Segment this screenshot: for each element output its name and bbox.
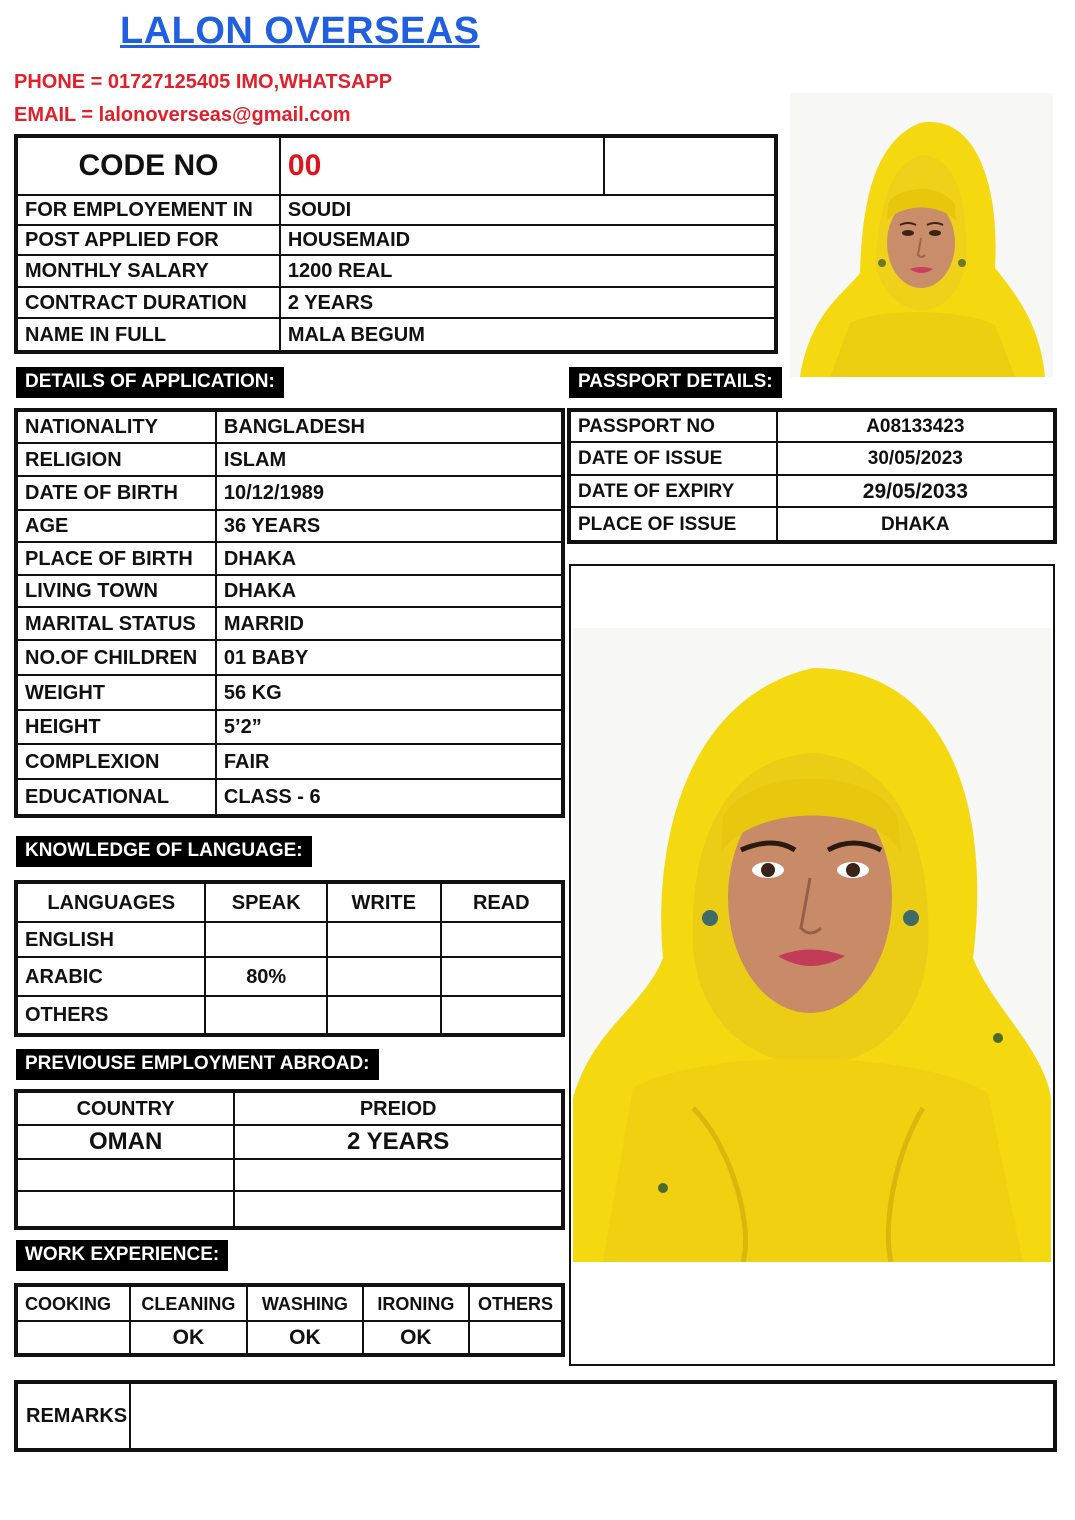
table-row bbox=[17, 1159, 562, 1191]
previous-employment-header: PREVIOUSE EMPLOYMENT ABROAD: bbox=[16, 1049, 379, 1080]
table-row bbox=[17, 287, 775, 318]
read-level bbox=[441, 922, 562, 957]
place-of-issue-label: PLACE OF ISSUE bbox=[570, 507, 777, 541]
contract-duration-label: CONTRACT DURATION bbox=[17, 287, 280, 318]
table-row bbox=[17, 607, 562, 640]
full-name-label: NAME IN FULL bbox=[17, 318, 280, 351]
date-of-issue-value: 30/05/2023 bbox=[777, 442, 1054, 475]
language-name: OTHERS bbox=[17, 996, 205, 1034]
previous-period bbox=[234, 1191, 562, 1227]
read-level bbox=[441, 957, 562, 996]
height-value: 5’2” bbox=[216, 710, 562, 744]
language-name: ARABIC bbox=[17, 957, 205, 996]
weight-value: 56 KG bbox=[216, 675, 562, 710]
table-row bbox=[17, 996, 562, 1034]
table-row bbox=[570, 442, 1054, 475]
table-row bbox=[17, 744, 562, 779]
cleaning-column-header: CLEANING bbox=[130, 1286, 248, 1321]
language-name: ENGLISH bbox=[17, 922, 205, 957]
language-table bbox=[16, 882, 563, 1035]
application-details-table bbox=[16, 410, 563, 816]
read-column-header: READ bbox=[441, 883, 562, 922]
remarks-label: REMARKS bbox=[17, 1383, 130, 1449]
code-no-label: CODE NO bbox=[17, 137, 280, 195]
phone-line: PHONE = 01727125405 IMO,WHATSAPP bbox=[14, 71, 393, 93]
post-applied-value: HOUSEMAID bbox=[280, 225, 775, 255]
contract-duration-value: 2 YEARS bbox=[280, 287, 775, 318]
table-row bbox=[17, 575, 562, 607]
washing-value: OK bbox=[247, 1321, 362, 1354]
country-column-header: COUNTRY bbox=[17, 1092, 234, 1125]
place-of-birth-label: PLACE OF BIRTH bbox=[17, 542, 216, 575]
weight-label: WEIGHT bbox=[17, 675, 216, 710]
monthly-salary-label: MONTHLY SALARY bbox=[17, 255, 280, 287]
date-of-issue-label: DATE OF ISSUE bbox=[570, 442, 777, 475]
previous-employment-table bbox=[16, 1091, 563, 1228]
date-of-birth-label: DATE OF BIRTH bbox=[17, 476, 216, 510]
previous-country bbox=[17, 1191, 234, 1227]
complexion-label: COMPLEXION bbox=[17, 744, 216, 779]
education-value: CLASS - 6 bbox=[216, 779, 562, 815]
languages-column-header: LANGUAGES bbox=[17, 883, 205, 922]
complexion-value: FAIR bbox=[216, 744, 562, 779]
post-applied-label: POST APPLIED FOR bbox=[17, 225, 280, 255]
work-experience-table bbox=[16, 1285, 563, 1355]
table-row bbox=[17, 779, 562, 815]
table-row bbox=[17, 1092, 562, 1125]
code-no-empty-cell bbox=[604, 137, 775, 195]
table-row bbox=[17, 640, 562, 675]
remarks-value bbox=[130, 1383, 1054, 1449]
details-of-application-header: DETAILS OF APPLICATION: bbox=[16, 367, 284, 398]
previous-period bbox=[234, 1159, 562, 1191]
religion-label: RELIGION bbox=[17, 443, 216, 476]
write-level bbox=[327, 922, 441, 957]
table-row bbox=[17, 225, 775, 255]
speak-level bbox=[205, 996, 327, 1034]
employment-country-value: SOUDI bbox=[280, 195, 775, 225]
ironing-value: OK bbox=[363, 1321, 469, 1354]
height-label: HEIGHT bbox=[17, 710, 216, 744]
others-value bbox=[469, 1321, 562, 1354]
table-row bbox=[17, 675, 562, 710]
code-no-value: 00 bbox=[280, 137, 604, 195]
table-row bbox=[17, 922, 562, 957]
applicant-photo-small bbox=[790, 93, 1053, 377]
speak-level: 80% bbox=[205, 957, 327, 996]
cleaning-value: OK bbox=[130, 1321, 248, 1354]
applicant-photo-large bbox=[569, 564, 1055, 1366]
religion-value: ISLAM bbox=[216, 443, 562, 476]
table-row bbox=[570, 475, 1054, 507]
living-town-value: DHAKA bbox=[216, 575, 562, 607]
period-column-header: PREIOD bbox=[234, 1092, 562, 1125]
job-info-table bbox=[16, 136, 776, 352]
previous-country bbox=[17, 1159, 234, 1191]
place-of-birth-value: DHAKA bbox=[216, 542, 562, 575]
table-row bbox=[17, 510, 562, 542]
nationality-label: NATIONALITY bbox=[17, 411, 216, 443]
table-row bbox=[17, 1125, 562, 1159]
table-row bbox=[17, 542, 562, 575]
table-row bbox=[17, 1191, 562, 1227]
table-row bbox=[17, 710, 562, 744]
marital-status-label: MARITAL STATUS bbox=[17, 607, 216, 640]
table-row bbox=[570, 411, 1054, 442]
marital-status-value: MARRID bbox=[216, 607, 562, 640]
passport-details-header: PASSPORT DETAILS: bbox=[569, 367, 782, 398]
portrait-small-image bbox=[790, 93, 1053, 377]
write-column-header: WRITE bbox=[327, 883, 441, 922]
remarks-table bbox=[16, 1382, 1055, 1450]
date-of-expiry-label: DATE OF EXPIRY bbox=[570, 475, 777, 507]
previous-country: OMAN bbox=[17, 1125, 234, 1159]
work-experience-header: WORK EXPERIENCE: bbox=[16, 1240, 228, 1271]
email-line: EMAIL = lalonoverseas@gmail.com bbox=[14, 104, 351, 126]
company-name: LALON OVERSEAS bbox=[120, 10, 480, 52]
table-row bbox=[17, 411, 562, 443]
table-row bbox=[17, 1321, 562, 1354]
others-column-header: OTHERS bbox=[469, 1286, 562, 1321]
ironing-column-header: IRONING bbox=[363, 1286, 469, 1321]
table-row bbox=[570, 507, 1054, 541]
date-of-expiry-value: 29/05/2033 bbox=[777, 475, 1054, 507]
place-of-issue-value: DHAKA bbox=[777, 507, 1054, 541]
passport-no-value: A08133423 bbox=[777, 411, 1054, 442]
speak-level bbox=[205, 922, 327, 957]
nationality-value: BANGLADESH bbox=[216, 411, 562, 443]
speak-column-header: SPEAK bbox=[205, 883, 327, 922]
table-row bbox=[17, 255, 775, 287]
read-level bbox=[441, 996, 562, 1034]
table-row bbox=[17, 318, 775, 351]
age-value: 36 YEARS bbox=[216, 510, 562, 542]
cooking-value bbox=[17, 1321, 130, 1354]
passport-no-label: PASSPORT NO bbox=[570, 411, 777, 442]
previous-period: 2 YEARS bbox=[234, 1125, 562, 1159]
date-of-birth-value: 10/12/1989 bbox=[216, 476, 562, 510]
monthly-salary-value: 1200 REAL bbox=[280, 255, 775, 287]
table-row bbox=[17, 883, 562, 922]
washing-column-header: WASHING bbox=[247, 1286, 362, 1321]
table-row bbox=[17, 195, 775, 225]
knowledge-of-language-header: KNOWLEDGE OF LANGUAGE: bbox=[16, 836, 312, 867]
living-town-label: LIVING TOWN bbox=[17, 575, 216, 607]
number-of-children-label: NO.OF CHILDREN bbox=[17, 640, 216, 675]
full-name-value: MALA BEGUM bbox=[280, 318, 775, 351]
number-of-children-value: 01 BABY bbox=[216, 640, 562, 675]
portrait-large-image bbox=[573, 628, 1051, 1262]
table-row bbox=[17, 443, 562, 476]
cooking-column-header: COOKING bbox=[17, 1286, 130, 1321]
write-level bbox=[327, 957, 441, 996]
table-row bbox=[17, 957, 562, 996]
table-row bbox=[17, 1286, 562, 1321]
table-row bbox=[17, 476, 562, 510]
write-level bbox=[327, 996, 441, 1034]
employment-country-label: FOR EMPLOYEMENT IN bbox=[17, 195, 280, 225]
age-label: AGE bbox=[17, 510, 216, 542]
passport-details-table bbox=[569, 410, 1055, 542]
education-label: EDUCATIONAL bbox=[17, 779, 216, 815]
